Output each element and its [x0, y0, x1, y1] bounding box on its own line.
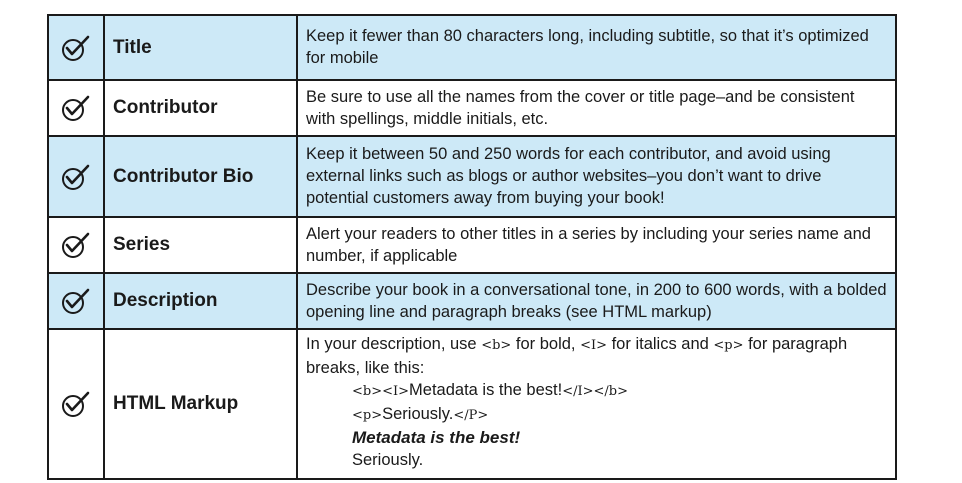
rendered-plain-example: Seriously.	[352, 451, 424, 469]
check-circle-icon	[49, 33, 103, 63]
markup-example-line-2: <p>Seriously.</P>	[352, 405, 489, 423]
field-name: Contributor	[104, 80, 297, 136]
markup-example-line-1: <b><I>Metadata is the best!</I></b>	[352, 381, 629, 399]
html-markup-description	[297, 329, 896, 479]
check-cell	[48, 273, 104, 329]
field-name: Description	[104, 273, 297, 329]
metadata-checklist	[47, 14, 897, 482]
table-row	[48, 273, 896, 329]
check-cell	[48, 80, 104, 136]
check-cell	[48, 15, 104, 80]
check-circle-icon	[49, 230, 103, 260]
check-circle-icon	[49, 286, 103, 316]
check-cell	[48, 136, 104, 217]
check-cell	[48, 329, 104, 479]
checklist-table	[47, 14, 897, 480]
markup-intro: In your description, use <b> for bold, <I> for italics and <p> for paragraph breaks, like this:	[306, 335, 848, 377]
field-description: Keep it fewer than 80 characters long, including subtitle, so that it’s optimized for mobile	[297, 15, 896, 80]
table-row	[48, 329, 896, 479]
top-border-continuation	[47, 0, 897, 14]
rendered-bold-example: Metadata is the best!	[352, 428, 521, 447]
check-circle-icon	[49, 389, 103, 419]
field-name: HTML Markup	[104, 329, 297, 479]
check-circle-icon	[49, 93, 103, 123]
table-row	[48, 217, 896, 273]
field-description: Be sure to use all the names from the cover or title page–and be consistent with spellings, middle initials, etc.	[297, 80, 896, 136]
field-name: Series	[104, 217, 297, 273]
table-row	[48, 15, 896, 80]
field-description: Keep it between 50 and 250 words for each contributor, and avoid using external links such as blogs or author websites–you don’t want to drive potential customers away from buying your book!	[297, 136, 896, 217]
check-circle-icon	[49, 162, 103, 192]
field-name: Title	[104, 15, 297, 80]
table-row	[48, 136, 896, 217]
field-description: Describe your book in a conversational tone, in 200 to 600 words, with a bolded opening line and paragraph breaks (see HTML markup)	[297, 273, 896, 329]
field-description: Alert your readers to other titles in a series by including your series name and number, if applicable	[297, 217, 896, 273]
check-cell	[48, 217, 104, 273]
table-row	[48, 80, 896, 136]
field-name: Contributor Bio	[104, 136, 297, 217]
